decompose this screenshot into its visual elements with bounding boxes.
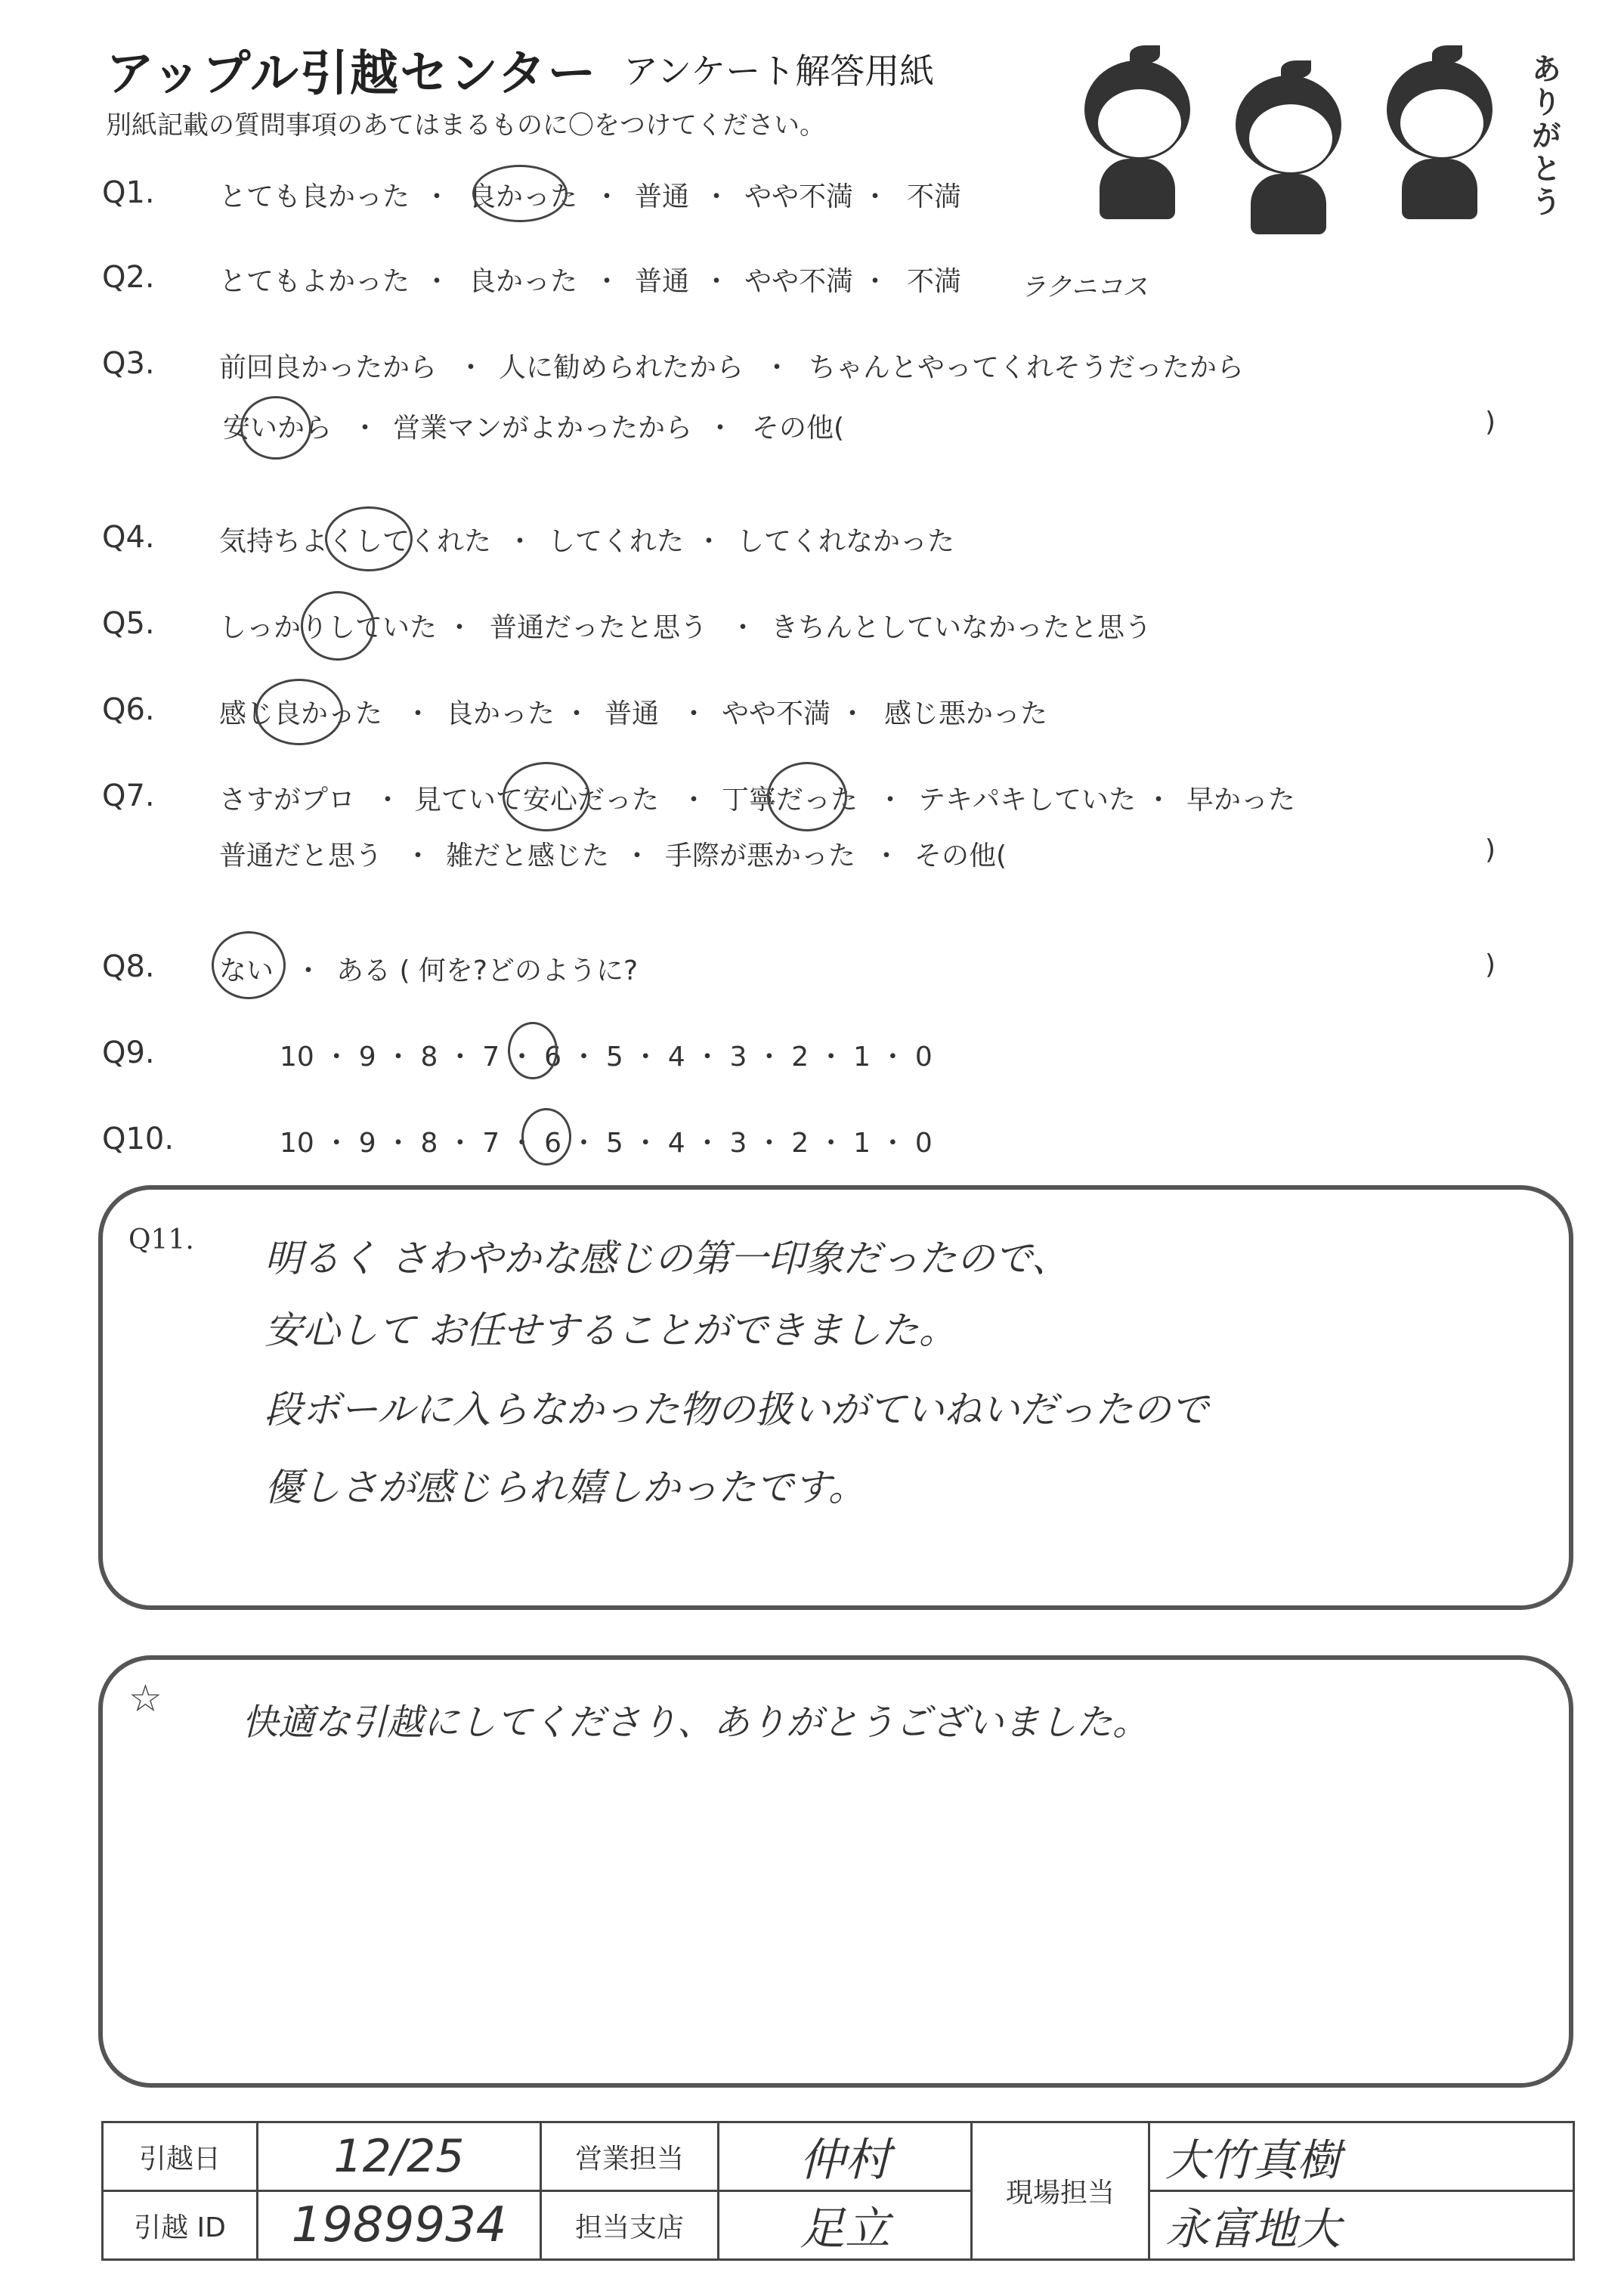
option-selected: しっかりしていた bbox=[219, 612, 438, 643]
option: テキパキしていた bbox=[918, 785, 1137, 816]
option: 感じ悪かった bbox=[884, 698, 1048, 729]
handwritten-line: 段ボールに入らなかった物の扱いがていねいだったので bbox=[264, 1388, 1208, 1432]
move-id-value: 1989934 bbox=[258, 2191, 541, 2260]
scale-value: 8 bbox=[420, 1042, 438, 1073]
branch-label: 担当支店 bbox=[541, 2191, 719, 2260]
move-date-label: 引越日 bbox=[103, 2122, 258, 2191]
option-selected: 丁寧だった bbox=[722, 785, 858, 816]
question-number: Q5. bbox=[102, 606, 155, 641]
option: 営業マンがよかったから bbox=[393, 413, 693, 444]
option-selected: 感じ良かった bbox=[219, 698, 383, 729]
option: 普通 bbox=[605, 698, 660, 729]
option: 良かった bbox=[446, 698, 555, 729]
option: やや不満 bbox=[744, 181, 854, 212]
star-icon: ☆ bbox=[128, 1676, 162, 1720]
q11-label: Q11. bbox=[128, 1224, 194, 1255]
option: 普通 bbox=[635, 266, 690, 297]
option: きちんとしていなかったと思う bbox=[771, 612, 1152, 643]
scale-value: 4 bbox=[667, 1128, 685, 1159]
field-label: 現場担当 bbox=[972, 2122, 1149, 2260]
scale-value: 2 bbox=[791, 1042, 809, 1073]
branch-value: 足立 bbox=[719, 2191, 972, 2260]
option: ちゃんとやってくれそうだったから bbox=[809, 352, 1245, 383]
option-selected: 良かった bbox=[469, 181, 578, 212]
question-number: Q6. bbox=[102, 692, 155, 727]
question-number: Q1. bbox=[102, 175, 155, 210]
scale-value: 5 bbox=[605, 1128, 623, 1159]
option-selected: 安いから bbox=[223, 413, 333, 444]
question-number: Q9. bbox=[102, 1036, 155, 1070]
scale-value: 9 bbox=[358, 1128, 376, 1159]
monkey-mascot-icon bbox=[1209, 60, 1368, 234]
scale-value: 6 bbox=[544, 1042, 561, 1073]
scale-value-selected: 7 bbox=[482, 1128, 500, 1159]
scale-value: 4 bbox=[667, 1042, 685, 1073]
option: その他( bbox=[914, 841, 1007, 871]
scale-value: 2 bbox=[791, 1128, 809, 1159]
thanks-text: ありがとう bbox=[1527, 53, 1561, 219]
scale-value: 3 bbox=[729, 1042, 747, 1073]
handwritten-line: 優しさが感じられ嬉しかったです。 bbox=[264, 1466, 866, 1509]
scale-value: 8 bbox=[420, 1128, 438, 1159]
option: やや不満 bbox=[744, 266, 854, 297]
scale-value: 3 bbox=[729, 1128, 747, 1159]
question-number: Q4. bbox=[102, 520, 155, 555]
option: してくれた bbox=[548, 526, 685, 557]
scale-value: 5 bbox=[605, 1042, 623, 1073]
option: 普通 bbox=[635, 181, 690, 212]
monkey-mascot-icon bbox=[1058, 45, 1217, 219]
option: 早かった bbox=[1186, 785, 1296, 816]
selection-circle bbox=[240, 396, 311, 460]
selection-circle bbox=[508, 1022, 558, 1079]
option: やや不満 bbox=[722, 698, 831, 729]
option: 普通だったと思う bbox=[490, 612, 708, 643]
option: とてもよかった bbox=[219, 266, 410, 297]
selection-circle bbox=[325, 506, 413, 571]
scale-value: 0 bbox=[914, 1042, 933, 1073]
scale-value: 1 bbox=[853, 1042, 871, 1073]
company-title: アップル引越センター bbox=[106, 46, 598, 102]
option: 人に勧められたから bbox=[499, 352, 744, 383]
option: 手際が悪かった bbox=[665, 841, 856, 871]
option: さすがプロ bbox=[219, 785, 356, 816]
field-staff-2: 永富地大 bbox=[1149, 2191, 1574, 2260]
sales-value: 仲村 bbox=[719, 2122, 972, 2191]
selection-circle bbox=[301, 591, 375, 661]
scale-value: 9 bbox=[358, 1042, 376, 1073]
option: ある ( 何を?どのように? bbox=[336, 955, 639, 986]
option: 不満 bbox=[907, 181, 962, 212]
option-selected: ない bbox=[219, 955, 274, 986]
selection-circle bbox=[503, 762, 590, 831]
selection-circle bbox=[212, 931, 286, 999]
option: 普通だと思う bbox=[219, 841, 383, 871]
scale-value: 10 bbox=[280, 1042, 314, 1073]
selection-circle bbox=[255, 679, 343, 745]
question-number: Q8. bbox=[102, 949, 155, 984]
option-selected: 見ていて安心だった bbox=[414, 785, 660, 816]
sales-label: 営業担当 bbox=[541, 2122, 719, 2191]
option: 雑だと感じた bbox=[446, 841, 610, 871]
scale-value: 10 bbox=[280, 1128, 314, 1159]
scale-value: 1 bbox=[853, 1128, 871, 1159]
option: してくれなかった bbox=[737, 526, 955, 557]
option: その他( bbox=[752, 413, 845, 444]
question-number: Q7. bbox=[102, 779, 155, 813]
question-number: Q3. bbox=[102, 346, 155, 381]
question-number: Q10. bbox=[102, 1122, 175, 1156]
option: 良かった bbox=[469, 266, 578, 297]
selection-circle bbox=[767, 762, 847, 831]
move-date-value: 12/25 bbox=[258, 2122, 541, 2191]
question-number: Q2. bbox=[102, 260, 155, 295]
form-title: アンケート解答用紙 bbox=[623, 51, 935, 91]
move-id-label: 引越 ID bbox=[103, 2191, 258, 2260]
selection-circle bbox=[521, 1108, 571, 1166]
option-selected: 気持ちよくしてくれた bbox=[219, 526, 492, 557]
handwritten-line: 明るく さわやかな感じの第一印象だったので、 bbox=[264, 1237, 1069, 1280]
monkey-mascot-icon bbox=[1360, 45, 1519, 219]
handwritten-note: ラクニコス bbox=[1020, 272, 1149, 302]
instruction-text: 別紙記載の質問事項のあてはまるものに〇をつけてください。 bbox=[106, 110, 825, 141]
selection-circle bbox=[472, 165, 568, 222]
handwritten-line: 安心して お任せすることができました。 bbox=[264, 1308, 957, 1352]
option: 不満 bbox=[907, 266, 962, 297]
option: とても良かった bbox=[219, 181, 410, 212]
field-staff-1: 大竹真樹 bbox=[1149, 2122, 1574, 2191]
scale-value-selected: 7 bbox=[482, 1042, 500, 1073]
move-info-table bbox=[101, 2121, 1575, 2261]
scale-value: 0 bbox=[914, 1128, 933, 1159]
scale-value: 6 bbox=[544, 1128, 561, 1159]
handwritten-line: 快適な引越にしてくださり、ありがとうございました。 bbox=[242, 1701, 1149, 1744]
option: 前回良かったから bbox=[219, 352, 438, 383]
